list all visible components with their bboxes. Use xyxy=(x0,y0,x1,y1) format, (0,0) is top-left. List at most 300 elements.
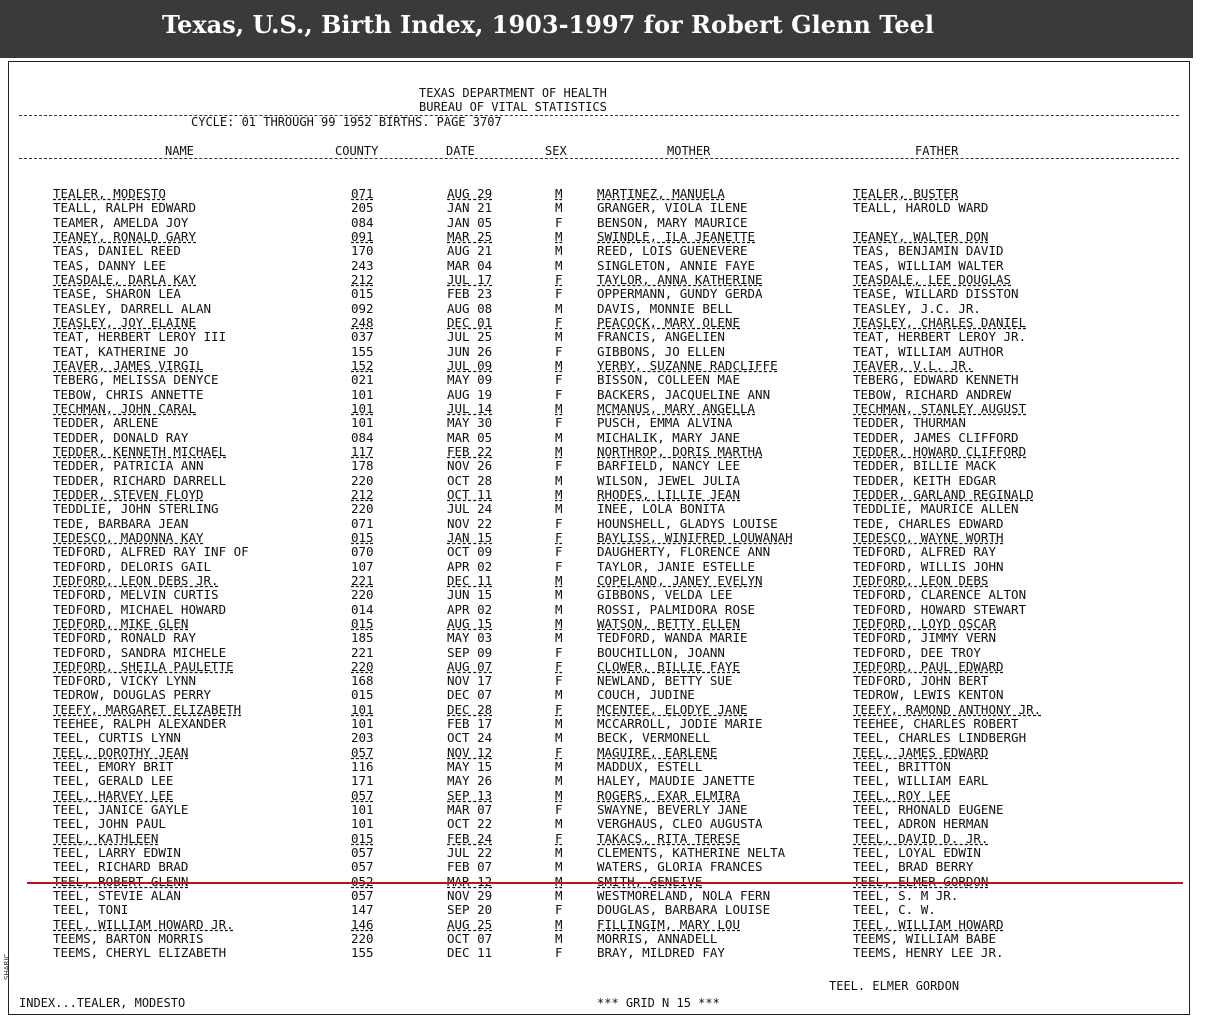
cell-name: TEALL, RALPH EDWARD xyxy=(53,200,196,216)
cell-county: 091 xyxy=(351,228,374,244)
cell-county: 071 xyxy=(351,515,374,531)
cell-mother: INEE, LOLA BONITA xyxy=(597,501,725,517)
cell-name: TEASLEY, JOY ELAINE xyxy=(53,314,196,330)
cell-sex: M xyxy=(555,931,563,947)
cell-date: JUL 17 xyxy=(447,271,493,287)
cell-date: OCT 09 xyxy=(447,544,493,560)
cell-date: JUL 22 xyxy=(447,845,493,861)
cell-name: TEEL, JANICE GAYLE xyxy=(53,802,189,818)
cell-county: 015 xyxy=(351,286,374,302)
cell-name: TEEL, GERALD LEE xyxy=(53,773,174,789)
cell-mother: DAVIS, MONNIE BELL xyxy=(597,300,733,316)
cell-county: 057 xyxy=(351,787,374,803)
table-row xyxy=(9,846,1189,860)
cycle-line: CYCLE: 01 THROUGH 99 1952 BIRTHS. PAGE 3707 xyxy=(191,115,502,129)
table-row xyxy=(9,803,1189,817)
cell-county: 203 xyxy=(351,730,374,746)
cell-mother: TEDFORD, WANDA MARIE xyxy=(597,630,748,646)
table-row xyxy=(9,932,1189,946)
cell-mother: BRAY, MILDRED FAY xyxy=(597,945,725,961)
cell-sex: F xyxy=(555,515,563,531)
table-row xyxy=(9,588,1189,602)
cell-date: JUL 25 xyxy=(447,329,493,345)
cell-name: TEEL, JOHN PAUL xyxy=(53,816,166,832)
cell-sex: M xyxy=(555,300,563,316)
cell-name: TEDDER, ARLENE xyxy=(53,415,159,431)
cell-father: TEBERG, EDWARD KENNETH xyxy=(853,372,1019,388)
cell-sex: M xyxy=(555,859,563,875)
cell-county: 152 xyxy=(351,357,374,373)
cell-mother: BECK, VERMONELL xyxy=(597,730,710,746)
cell-sex: M xyxy=(555,329,563,345)
cell-mother: SINGLETON, ANNIE FAYE xyxy=(597,257,756,273)
cell-mother: MCMANUS, MARY ANGELLA xyxy=(597,400,756,416)
cell-county: 101 xyxy=(351,400,374,416)
cell-name: TEDFORD, ALFRED RAY INF OF xyxy=(53,544,249,560)
cell-mother: MCCARROLL, JODIE MARIE xyxy=(597,716,763,732)
cell-mother: GIBBONS, JO ELLEN xyxy=(597,343,725,359)
cell-name: TEDE, BARBARA JEAN xyxy=(53,515,189,531)
cell-sex: M xyxy=(555,888,563,904)
cell-sex: F xyxy=(555,673,563,689)
cell-name: TEEFY, MARGARET ELIZABETH xyxy=(53,701,242,717)
cell-date: APR 02 xyxy=(447,601,493,617)
cell-date: MAR 25 xyxy=(447,228,493,244)
cell-name: TEEL, HARVEY LEE xyxy=(53,787,174,803)
cell-date: AUG 21 xyxy=(447,243,493,259)
cell-sex: M xyxy=(555,587,563,603)
cell-father: TEDDER, THURMAN xyxy=(853,415,966,431)
doc-header-department: TEXAS DEPARTMENT OF HEALTH xyxy=(419,86,607,100)
cell-county: 220 xyxy=(351,472,374,488)
cell-date: JUL 24 xyxy=(447,501,493,517)
cell-county: 101 xyxy=(351,415,374,431)
cell-name: TEEL, KATHLEEN xyxy=(53,830,159,846)
col-header-date: DATE xyxy=(446,144,475,158)
cell-date: AUG 08 xyxy=(447,300,493,316)
cell-date: AUG 15 xyxy=(447,615,493,631)
cell-county: 015 xyxy=(351,830,374,846)
col-header-father: FATHER xyxy=(915,144,959,158)
cell-county: 178 xyxy=(351,458,374,474)
cell-father: TEEHEE, CHARLES ROBERT xyxy=(853,716,1019,732)
table-row xyxy=(9,574,1189,588)
cell-date: MAY 30 xyxy=(447,415,493,431)
cell-name: TEEL, STEVIE ALAN xyxy=(53,888,181,904)
table-row xyxy=(9,302,1189,316)
cell-name: TECHMAN, JOHN CARAL xyxy=(53,400,196,416)
cell-sex: F xyxy=(555,902,563,918)
cell-mother: VERGHAUS, CLEO AUGUSTA xyxy=(597,816,763,832)
cell-father: TEALER, BUSTER xyxy=(853,186,959,201)
cell-father: TEEL, CHARLES LINDBERGH xyxy=(853,730,1027,746)
cell-father: TEEL, S. M JR. xyxy=(853,888,959,904)
cell-father: TEBOW, RICHARD ANDREW xyxy=(853,386,1012,402)
cell-mother: WILSON, JEWEL JULIA xyxy=(597,472,740,488)
cell-county: 243 xyxy=(351,257,374,273)
cell-sex: M xyxy=(555,228,563,244)
cell-name: TEDFORD, MELVIN CURTIS xyxy=(53,587,219,603)
cell-name: TEDFORD, SANDRA MICHELE xyxy=(53,644,227,660)
cell-sex: M xyxy=(555,443,563,459)
cell-county: 171 xyxy=(351,773,374,789)
cell-father: TEDFORD, ALFRED RAY xyxy=(853,544,996,560)
cell-county: 155 xyxy=(351,945,374,961)
cell-mother: MCENTEE, ELODYE JANE xyxy=(597,701,748,717)
cell-mother: BARFIELD, NANCY LEE xyxy=(597,458,740,474)
cell-mother: NORTHROP, DORIS MARTHA xyxy=(597,443,763,459)
cell-mother: PUSCH, EMMA ALVINA xyxy=(597,415,733,431)
cell-mother: ROGERS, EXAR ELMIRA xyxy=(597,787,740,803)
table-row xyxy=(9,646,1189,660)
cell-mother: DAUGHERTY, FLORENCE ANN xyxy=(597,544,771,560)
cell-county: 155 xyxy=(351,343,374,359)
scanned-document xyxy=(3,61,1190,1015)
cell-sex: F xyxy=(555,314,563,330)
cell-name: TEDFORD, MICHAEL HOWARD xyxy=(53,601,227,617)
cell-name: TEAT, HERBERT LEROY III xyxy=(53,329,227,345)
highlight-underline xyxy=(27,882,1183,884)
cell-date: FEB 17 xyxy=(447,716,493,732)
cell-county: 037 xyxy=(351,329,374,345)
cell-county: 205 xyxy=(351,200,374,216)
table-row xyxy=(9,703,1189,717)
cell-father: TEEL, ADRON HERMAN xyxy=(853,816,989,832)
cell-sex: M xyxy=(555,243,563,259)
cell-mother: OPPERMANN, GUNDY GERDA xyxy=(597,286,763,302)
cell-father: TEEL, DAVID D. JR. xyxy=(853,830,989,846)
col-header-mother: MOTHER xyxy=(667,144,711,158)
cell-sex: M xyxy=(555,429,563,445)
cell-name: TEDFORD, DELORIS GAIL xyxy=(53,558,212,574)
cell-father: TEDFORD, CLARENCE ALTON xyxy=(853,587,1027,603)
cell-sex: M xyxy=(555,601,563,617)
cell-mother: ROSSI, PALMIDORA ROSE xyxy=(597,601,756,617)
cell-county: 221 xyxy=(351,572,374,588)
cell-mother: SWAYNE, BEVERLY JANE xyxy=(597,802,748,818)
table-row xyxy=(9,244,1189,258)
cell-sex: M xyxy=(555,572,563,588)
cell-sex: M xyxy=(555,787,563,803)
cell-mother: PEACOCK, MARY OLENE xyxy=(597,314,740,330)
cell-sex: F xyxy=(555,458,563,474)
table-row xyxy=(9,474,1189,488)
cell-date: OCT 24 xyxy=(447,730,493,746)
cell-county: 021 xyxy=(351,372,374,388)
cell-county: 220 xyxy=(351,501,374,517)
cell-date: OCT 22 xyxy=(447,816,493,832)
cell-name: TEDDER, DONALD RAY xyxy=(53,429,189,445)
cell-date: FEB 23 xyxy=(447,286,493,302)
cell-mother: NEWLAND, BETTY SUE xyxy=(597,673,733,689)
cell-name: TEAT, KATHERINE JO xyxy=(53,343,189,359)
cell-father: TEEMS, HENRY LEE JR. xyxy=(853,945,1004,961)
cell-name: TEDFORD, MIKE GLEN xyxy=(53,615,189,631)
cell-father: TEASLEY, J.C. JR. xyxy=(853,300,981,316)
cell-mother: HOUNSHELL, GLADYS LOUISE xyxy=(597,515,778,531)
cell-county: 015 xyxy=(351,687,374,703)
cell-date: MAR 07 xyxy=(447,802,493,818)
cell-date: FEB 22 xyxy=(447,443,493,459)
cell-date: OCT 28 xyxy=(447,472,493,488)
cell-county: 057 xyxy=(351,845,374,861)
cell-mother: FILLINGIM, MARY LOU xyxy=(597,916,740,932)
cell-father: TEDDLIE, MAURICE ALLEN xyxy=(853,501,1019,517)
table-row xyxy=(9,517,1189,531)
cell-date: JAN 15 xyxy=(447,529,493,545)
cell-date: SEP 13 xyxy=(447,787,493,803)
cell-father: TECHMAN, STANLEY AUGUST xyxy=(853,400,1027,416)
cell-date: JAN 21 xyxy=(447,200,493,216)
cell-county: 101 xyxy=(351,802,374,818)
cell-name: TEASLEY, DARRELL ALAN xyxy=(53,300,212,316)
cell-name: TEAS, DANNY LEE xyxy=(53,257,166,273)
cell-county: 101 xyxy=(351,701,374,717)
cell-name: TEEL, LARRY EDWIN xyxy=(53,845,181,861)
cell-father: TEASDALE, LEE DOUGLAS xyxy=(853,271,1012,287)
cell-sex: M xyxy=(555,257,563,273)
cell-mother: BOUCHILLON, JOANN xyxy=(597,644,725,660)
cell-name: TEEMS, CHERYL ELIZABETH xyxy=(53,945,227,961)
cell-date: DEC 01 xyxy=(447,314,493,330)
table-row xyxy=(9,946,1189,960)
cell-name: TEAS, DANIEL REED xyxy=(53,243,181,259)
cell-date: DEC 11 xyxy=(447,945,493,961)
table-row xyxy=(9,746,1189,760)
cell-date: NOV 22 xyxy=(447,515,493,531)
cell-sex: M xyxy=(555,200,563,216)
cell-sex: F xyxy=(555,271,563,287)
cell-mother: COPELAND, JANEY EVELYN xyxy=(597,572,763,588)
table-row xyxy=(9,187,1189,201)
cell-sex: F xyxy=(555,286,563,302)
table-row xyxy=(9,660,1189,674)
cell-name: TEALER, MODESTO xyxy=(53,186,166,201)
title-bar xyxy=(0,0,1193,58)
cell-mother: CLOWER, BILLIE FAYE xyxy=(597,658,740,674)
cell-sex: M xyxy=(555,357,563,373)
cell-name: TEEL, TONI xyxy=(53,902,129,918)
cell-sex: F xyxy=(555,945,563,961)
cell-mother: MICHALIK, MARY JANE xyxy=(597,429,740,445)
cell-date: JUN 26 xyxy=(447,343,493,359)
cell-father: TEEL, WILLIAM EARL xyxy=(853,773,989,789)
cell-name: TEDDER, PATRICIA ANN xyxy=(53,458,204,474)
cell-date: FEB 24 xyxy=(447,830,493,846)
cell-county: 107 xyxy=(351,558,374,574)
cell-sex: M xyxy=(555,816,563,832)
cell-father: TEDFORD, HOWARD STEWART xyxy=(853,601,1027,617)
cell-mother: BENSON, MARY MAURICE xyxy=(597,214,748,230)
table-row xyxy=(9,731,1189,745)
cell-date: MAR 05 xyxy=(447,429,493,445)
cell-date: NOV 29 xyxy=(447,888,493,904)
cell-father: TEDDER, GARLAND REGINALD xyxy=(853,486,1034,502)
cell-name: TEDFORD, LEON DEBS JR. xyxy=(53,572,219,588)
cell-father: TEAT, HERBERT LEROY JR. xyxy=(853,329,1027,345)
cell-sex: M xyxy=(555,759,563,775)
cell-father: TEASLEY, CHARLES DANIEL xyxy=(853,314,1027,330)
cell-father: TEDFORD, DEE TROY xyxy=(853,644,981,660)
cell-father: TEEL, ROY LEE xyxy=(853,787,951,803)
cell-father: TEDROW, LEWIS KENTON xyxy=(853,687,1004,703)
cell-sex: M xyxy=(555,615,563,631)
cell-mother: MORRIS, ANNADELL xyxy=(597,931,718,947)
cell-county: 057 xyxy=(351,744,374,760)
table-row xyxy=(9,560,1189,574)
cell-sex: F xyxy=(555,529,563,545)
cell-father: TEDDER, BILLIE MACK xyxy=(853,458,996,474)
cell-name: TEAVER, JAMES VIRGIL xyxy=(53,357,204,373)
table-row xyxy=(9,889,1189,903)
cell-name: TEEHEE, RALPH ALEXANDER xyxy=(53,716,227,732)
cell-mother: CLEMENTS, KATHERINE NELTA xyxy=(597,845,786,861)
cell-sex: M xyxy=(555,916,563,932)
cell-sex: M xyxy=(555,716,563,732)
table-row xyxy=(9,273,1189,287)
cell-name: TEDDER, KENNETH MICHAEL xyxy=(53,443,227,459)
cell-mother: BACKERS, JACQUELINE ANN xyxy=(597,386,771,402)
table-row xyxy=(9,373,1189,387)
table-row xyxy=(9,789,1189,803)
cell-date: FEB 07 xyxy=(447,859,493,875)
cell-sex: M xyxy=(555,630,563,646)
cell-mother: BAYLISS, WINIFRED LOUWANAH xyxy=(597,529,793,545)
cell-county: 147 xyxy=(351,902,374,918)
cell-county: 071 xyxy=(351,186,374,201)
cell-date: DEC 07 xyxy=(447,687,493,703)
table-row xyxy=(9,416,1189,430)
cell-name: TEEMS, BARTON MORRIS xyxy=(53,931,204,947)
cell-county: 116 xyxy=(351,759,374,775)
cell-county: 057 xyxy=(351,859,374,875)
cell-county: 212 xyxy=(351,486,374,502)
cell-name: TEDROW, DOUGLAS PERRY xyxy=(53,687,212,703)
cell-sex: F xyxy=(555,343,563,359)
cell-date: SEP 20 xyxy=(447,902,493,918)
cell-date: NOV 17 xyxy=(447,673,493,689)
cell-sex: M xyxy=(555,845,563,861)
cell-sex: F xyxy=(555,415,563,431)
cell-county: 057 xyxy=(351,888,374,904)
cell-county: 220 xyxy=(351,658,374,674)
cell-father: TEDFORD, LEON DEBS xyxy=(853,572,989,588)
cell-mother: TAYLOR, ANNA KATHERINE xyxy=(597,271,763,287)
cell-name: TEDESCO, MADONNA KAY xyxy=(53,529,204,545)
cell-date: DEC 28 xyxy=(447,701,493,717)
cell-mother: COUCH, JUDINE xyxy=(597,687,695,703)
table-row xyxy=(9,674,1189,688)
cell-mother: MARTINEZ, MANUELA xyxy=(597,186,725,201)
cell-mother: WATERS, GLORIA FRANCES xyxy=(597,859,763,875)
table-row xyxy=(9,760,1189,774)
cell-date: NOV 26 xyxy=(447,458,493,474)
cell-date: MAR 04 xyxy=(447,257,493,273)
table-row xyxy=(9,774,1189,788)
cell-date: NOV 12 xyxy=(447,744,493,760)
cell-mother: BISSON, COLLEEN MAE xyxy=(597,372,740,388)
cell-name: TEEL, EMORY BRIT xyxy=(53,759,174,775)
cell-county: 084 xyxy=(351,429,374,445)
cell-name: TEANEY, RONALD GARY xyxy=(53,228,196,244)
cell-father: TEEL, LOYAL EDWIN xyxy=(853,845,981,861)
cell-county: 014 xyxy=(351,601,374,617)
cell-date: AUG 25 xyxy=(447,916,493,932)
cell-father: TEDFORD, JIMMY VERN xyxy=(853,630,996,646)
cell-date: AUG 29 xyxy=(447,186,493,201)
cell-county: 146 xyxy=(351,916,374,932)
cell-date: JUL 14 xyxy=(447,400,493,416)
footer-grid: *** GRID N 15 *** xyxy=(597,996,720,1010)
cell-name: TEDFORD, SHEILA PAULETTE xyxy=(53,658,234,674)
cell-sex: F xyxy=(555,386,563,402)
cell-name: TEDFORD, RONALD RAY xyxy=(53,630,196,646)
table-row xyxy=(9,918,1189,932)
cell-mother: DOUGLAS, BARBARA LOUISE xyxy=(597,902,771,918)
cell-county: 015 xyxy=(351,529,374,545)
cell-name: TEDDER, STEVEN FLOYD xyxy=(53,486,204,502)
table-row xyxy=(9,631,1189,645)
cell-date: JUN 15 xyxy=(447,587,493,603)
cell-county: 248 xyxy=(351,314,374,330)
cell-father: TEDFORD, PAUL EDWARD xyxy=(853,658,1004,674)
table-row xyxy=(9,216,1189,230)
table-row xyxy=(9,431,1189,445)
cell-sex: M xyxy=(555,773,563,789)
cell-sex: F xyxy=(555,214,563,230)
cell-father: TEEL, C. W. xyxy=(853,902,936,918)
table-row xyxy=(9,230,1189,244)
table-row xyxy=(9,201,1189,215)
cell-name: TEDDLIE, JOHN STERLING xyxy=(53,501,219,517)
cell-father: TEAS, BENJAMIN DAVID xyxy=(853,243,1004,259)
cell-date: AUG 19 xyxy=(447,386,493,402)
cell-mother: YERBY, SUZANNE RADCLIFFE xyxy=(597,357,778,373)
cell-father: TEAS, WILLIAM WALTER xyxy=(853,257,1004,273)
cell-county: 185 xyxy=(351,630,374,646)
cell-mother: SWINDLE, ILA JEANETTE xyxy=(597,228,756,244)
cell-name: TEEL, DOROTHY JEAN xyxy=(53,744,189,760)
cell-date: MAY 09 xyxy=(447,372,493,388)
cell-father: TEDFORD, JOHN BERT xyxy=(853,673,989,689)
cell-father: TEDDER, JAMES CLIFFORD xyxy=(853,429,1019,445)
cell-father: TEEL, JAMES EDWARD xyxy=(853,744,989,760)
footer-index: INDEX...TEALER, MODESTO xyxy=(19,996,186,1010)
records-table xyxy=(9,187,1189,961)
cell-county: 101 xyxy=(351,386,374,402)
table-row xyxy=(9,817,1189,831)
cell-date: DEC 11 xyxy=(447,572,493,588)
cell-sex: M xyxy=(555,486,563,502)
cell-sex: M xyxy=(555,730,563,746)
cell-sex: F xyxy=(555,644,563,660)
cell-date: MAY 03 xyxy=(447,630,493,646)
cell-father: TEANEY, WALTER DON xyxy=(853,228,989,244)
cell-mother: TAYLOR, JANIE ESTELLE xyxy=(597,558,756,574)
cell-county: 117 xyxy=(351,443,374,459)
table-row xyxy=(9,445,1189,459)
cell-mother: RHODES, LILLIE JEAN xyxy=(597,486,740,502)
cell-date: APR 02 xyxy=(447,558,493,574)
cell-date: JAN 05 xyxy=(447,214,493,230)
table-row xyxy=(9,832,1189,846)
cell-father: TEAVER, V.L. JR. xyxy=(853,357,974,373)
cell-father: TEEL, WILLIAM HOWARD xyxy=(853,916,1004,932)
cell-county: 170 xyxy=(351,243,374,259)
cell-date: OCT 11 xyxy=(447,486,493,502)
cell-county: 015 xyxy=(351,615,374,631)
cell-father: TEDDER, HOWARD CLIFFORD xyxy=(853,443,1027,459)
